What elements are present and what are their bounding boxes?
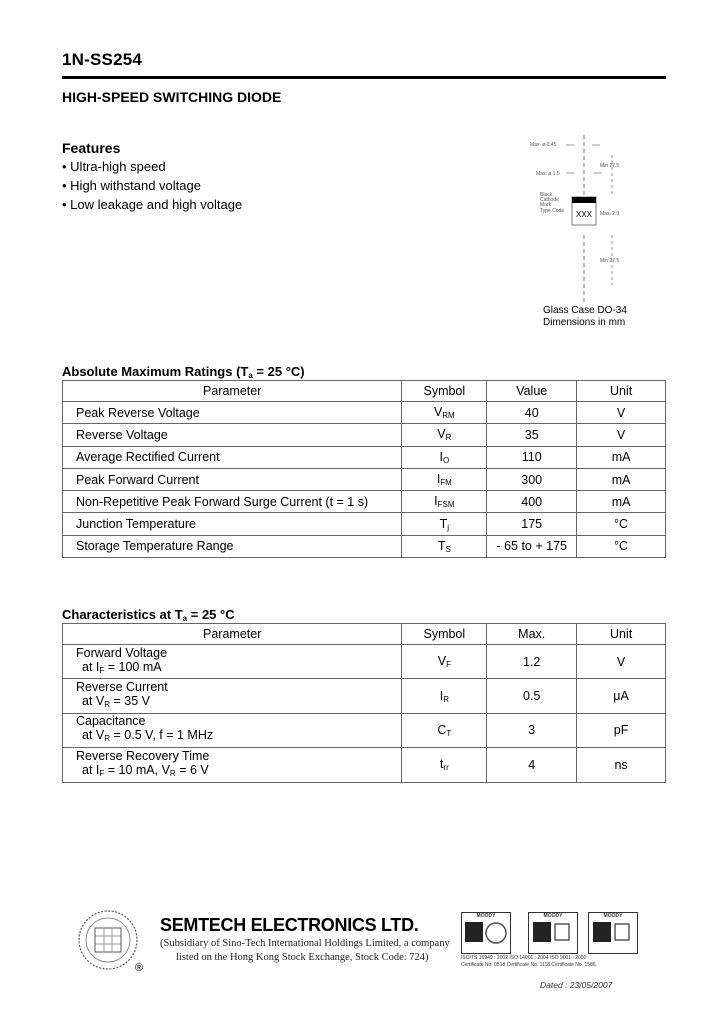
document-subtitle: HIGH-SPEED SWITCHING DIODE — [62, 89, 282, 105]
column-header: Parameter — [63, 624, 402, 645]
table-row — [63, 679, 666, 713]
feature-item: • Ultra-high speed — [62, 159, 166, 174]
value-cell: 175 — [487, 513, 577, 535]
certification-logo-icon — [589, 919, 635, 949]
value-cell: 40 — [487, 402, 577, 424]
value-cell: 300 — [487, 468, 577, 490]
table-row — [63, 402, 666, 424]
unit-cell: ns — [577, 748, 666, 782]
case-caption — [543, 305, 627, 329]
column-header: Unit — [577, 624, 666, 645]
parameter-cell: Reverse Current at $V_R = 35$ V — [63, 679, 402, 713]
feature-item: • Low leakage and high voltage — [62, 197, 243, 212]
table-row — [63, 748, 666, 782]
symbol-cell: $I_{FM}$ — [402, 468, 487, 490]
parameter-cell: Capacitance at $V_R = 0.5$ V, f = 1 MHz — [63, 713, 402, 747]
parameter-cell: Storage Temperature Range — [63, 535, 402, 557]
table-row — [63, 535, 666, 557]
symbol-cell: $V_R$ — [402, 424, 487, 446]
parameter-cell: Average Rectified Current — [63, 446, 402, 468]
column-header: Max. — [487, 624, 577, 645]
column-header: Value — [487, 381, 577, 402]
value-cell: 400 — [487, 491, 577, 513]
parameter-cell: Reverse Voltage — [63, 424, 402, 446]
certification-badge: MOODY — [588, 912, 638, 954]
value-cell: 35 — [487, 424, 577, 446]
feature-item: • High withstand voltage — [62, 178, 201, 193]
symbol-cell: $I_R$ — [402, 679, 487, 713]
certification-badge: MOODY — [528, 912, 578, 954]
unit-cell: °C — [577, 535, 666, 557]
cathode-band — [572, 197, 596, 203]
characteristics-title: Characteristics at $T_a = 25$ °C — [62, 607, 235, 623]
unit-cell: mA — [577, 446, 666, 468]
parameter-cell: Reverse Recovery Time at $I_F = 10$ mA, $V_R = 6$ V — [63, 748, 402, 782]
table-row — [63, 424, 666, 446]
absolute-max-ratings-title: Absolute Maximum Ratings ($T_a = 25$ °C) — [62, 364, 305, 380]
column-header: Symbol — [402, 624, 487, 645]
features-heading: Features — [62, 140, 121, 156]
subsidiary-note-line1: (Subsidiary of Sino-Tech International Holdings Limited, a company — [160, 938, 450, 949]
part-number: 1N-SS254 — [62, 50, 143, 69]
characteristics-table — [62, 623, 666, 783]
unit-cell: V — [577, 424, 666, 446]
certification-standards: ISO/TS 16949 : 2002 ISO 14001 : 2004 ISO 9001 : 2000 — [461, 955, 587, 961]
value-cell: 0.5 — [487, 679, 577, 713]
parameter-cell: Peak Reverse Voltage — [63, 402, 402, 424]
table-row — [63, 446, 666, 468]
table-row — [63, 513, 666, 535]
unit-cell: pF — [577, 713, 666, 747]
document-date: Dated : 23/05/2007 — [540, 980, 613, 990]
registered-mark: ® — [135, 962, 144, 974]
company-name: SEMTECH ELECTRONICS LTD. — [160, 915, 419, 935]
parameter-cell: Junction Temperature — [63, 513, 402, 535]
column-header: Unit — [577, 381, 666, 402]
type-code-marking: XXX — [576, 210, 593, 219]
certification-badge: MOODY — [461, 912, 511, 954]
symbol-cell: $C_T$ — [402, 713, 487, 747]
certification-logo-icon — [462, 919, 508, 949]
value-cell: - 65 to + 175 — [487, 535, 577, 557]
table-header-row — [63, 624, 666, 645]
unit-cell: °C — [577, 513, 666, 535]
symbol-cell: $T_S$ — [402, 535, 487, 557]
cathode-mark-label: Black Cathode Mark — [540, 192, 559, 208]
symbol-cell: $t_{rr}$ — [402, 748, 487, 782]
absolute-max-ratings-table — [62, 380, 666, 558]
table-row — [63, 713, 666, 747]
symbol-cell: $T_j$ — [402, 513, 487, 535]
value-cell: 110 — [487, 446, 577, 468]
subsidiary-note-line2: listed on the Hong Kong Stock Exchange, Stock Code: 724) — [176, 952, 429, 963]
parameter-cell: Peak Forward Current — [63, 468, 402, 490]
dim-label-min-275-top: Min 27.5 — [600, 163, 620, 169]
header-rule — [62, 76, 666, 79]
type-code-label: Type Code — [540, 208, 565, 214]
table-header-row — [63, 381, 666, 402]
parameter-cell: Forward Voltage at $I_F = 100$ mA — [63, 645, 402, 679]
column-header: Parameter — [63, 381, 402, 402]
parameter-cell: Non-Repetitive Peak Forward Surge Current (t = 1 s) — [63, 491, 402, 513]
table-row — [63, 468, 666, 490]
symbol-cell: $I_{FSM}$ — [402, 491, 487, 513]
case-type: Glass Case DO-34 — [543, 305, 627, 316]
symbol-cell: $V_F$ — [402, 645, 487, 679]
value-cell: 3 — [487, 713, 577, 747]
certification-logo-icon — [529, 919, 575, 949]
unit-cell: mA — [577, 468, 666, 490]
dim-label-max-29: Max. 2.9 — [600, 211, 620, 217]
certificate-numbers: Certificate No. 0518 Certificate No. 1118 Certificate No. 1586 — [461, 962, 596, 968]
unit-cell: μA — [577, 679, 666, 713]
dimensions-note: Dimensions in mm — [543, 317, 626, 328]
unit-cell: V — [577, 402, 666, 424]
dim-label-max-045: Max. ø 0.45 — [530, 142, 557, 148]
symbol-cell: $I_O$ — [402, 446, 487, 468]
dim-label-min-275-bottom: Min 27.5 — [600, 258, 620, 264]
column-header: Symbol — [402, 381, 487, 402]
value-cell: 1.2 — [487, 645, 577, 679]
table-row — [63, 491, 666, 513]
company-logo — [77, 909, 139, 971]
unit-cell: mA — [577, 491, 666, 513]
symbol-cell: $V_{RM}$ — [402, 402, 487, 424]
value-cell: 4 — [487, 748, 577, 782]
table-row — [63, 645, 666, 679]
dim-label-max-15: Max. ø 1.5 — [536, 171, 560, 177]
unit-cell: V — [577, 645, 666, 679]
